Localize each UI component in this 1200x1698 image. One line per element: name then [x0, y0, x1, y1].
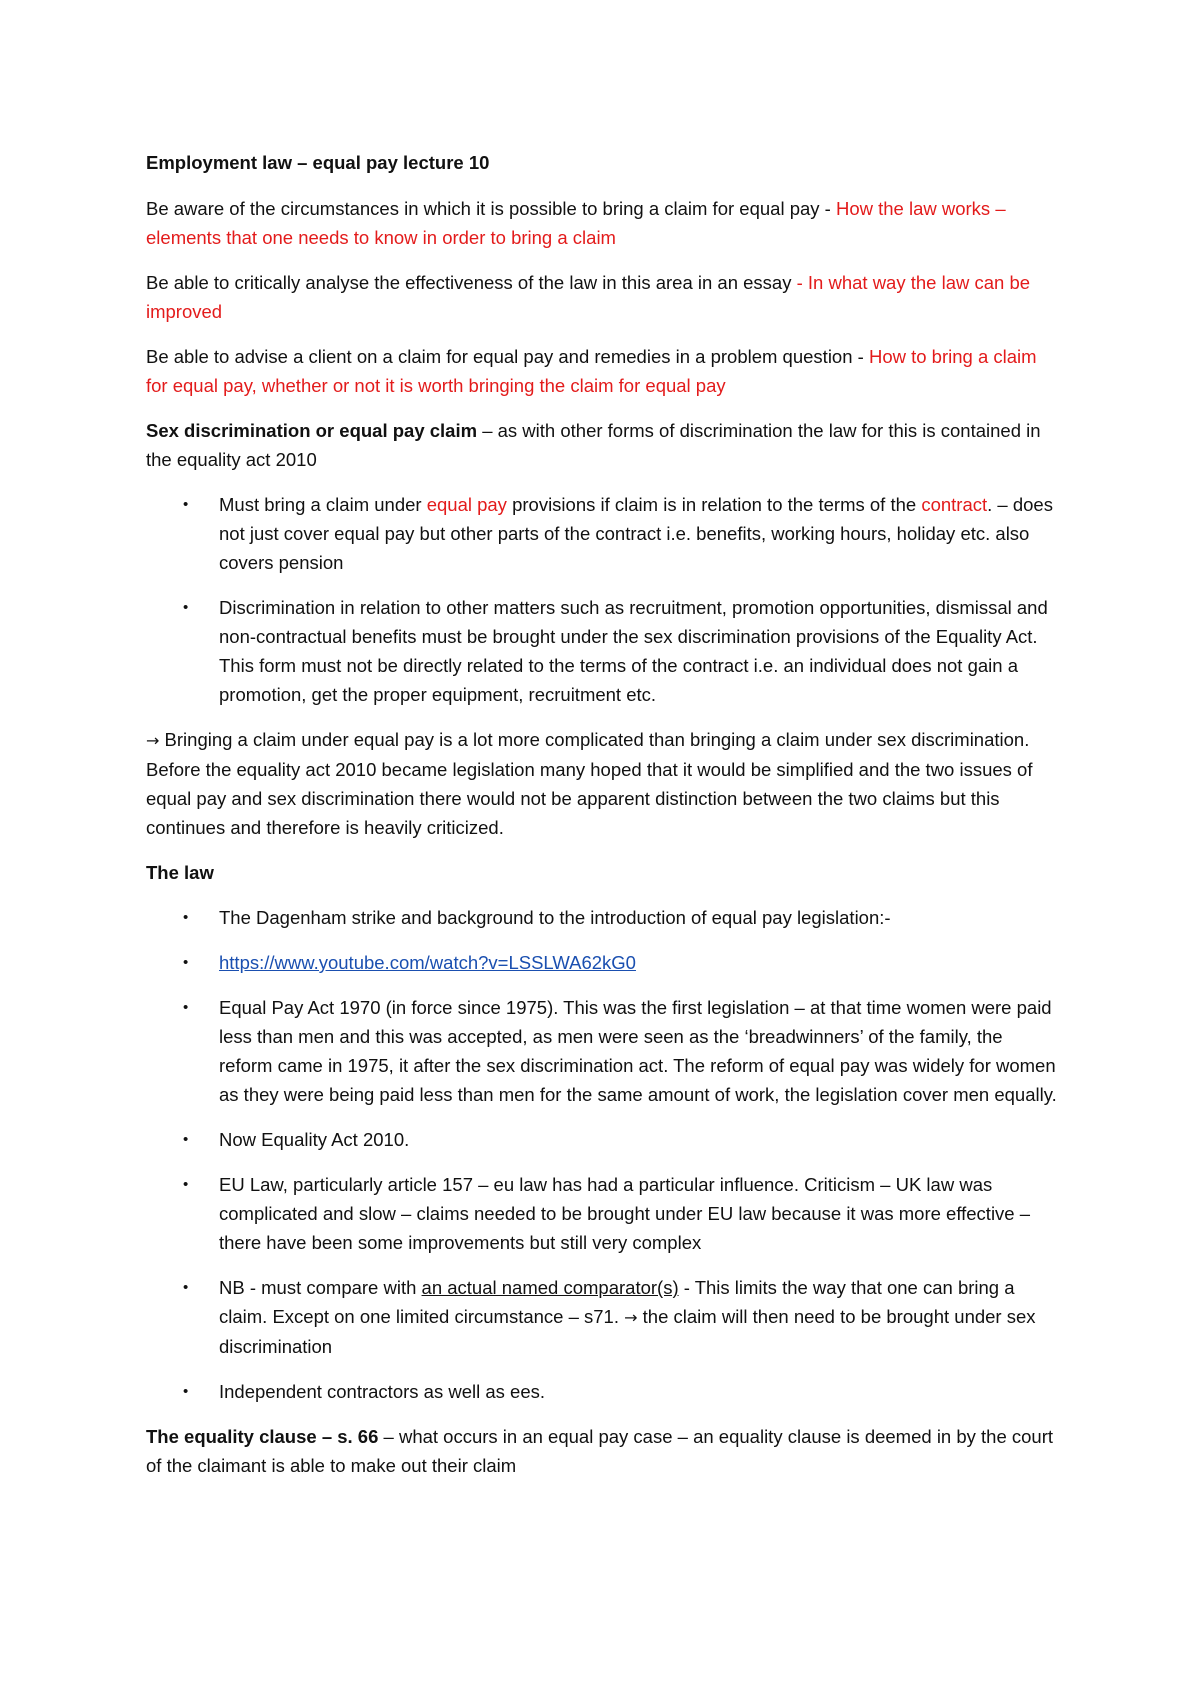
- list-item: [146, 1273, 1060, 1361]
- bullet-icon: •: [183, 909, 189, 926]
- bullet-text: The Dagenham strike and background to the introduction of equal pay legislation:-: [219, 907, 891, 928]
- sex-discrimination-paragraph: [146, 416, 1060, 474]
- aim-text-3: Be able to advise a client on a claim for equal pay and remedies in a problem question -: [146, 346, 869, 367]
- bullet-text: the claim will then need to be brought under sex discrimination: [219, 1306, 1036, 1357]
- bullet-icon: •: [183, 496, 189, 513]
- list-item: [146, 1377, 1060, 1406]
- youtube-link[interactable]: https://www.youtube.com/watch?v=LSSLWA62kG0: [219, 952, 636, 973]
- equality-clause-paragraph: [146, 1422, 1060, 1480]
- bullet-icon: •: [183, 1383, 189, 1400]
- sex-discrimination-heading: Sex discrimination or equal pay claim: [146, 420, 478, 441]
- bullet-text: NB - must compare with: [219, 1277, 422, 1298]
- bullet-text: Equal Pay Act 1970 (in force since 1975). This was the first legislation – at that time women were paid less than men and this was accepted, as men were seen as the ‘breadwinners’ of the family, the reform came in 1975, it after the sex discrimination act. The reform of equal pay was widely for women as they were being paid less than men for the same amount of work, the legislation cover men equally.: [219, 997, 1057, 1105]
- bullet-text: - This limits the way that one can bring a claim. Except on one limited circumstance – s71.: [219, 1277, 1015, 1327]
- bullet-icon: •: [183, 999, 189, 1016]
- list-item: [146, 948, 1060, 977]
- bullet-text: Now Equality Act 2010.: [219, 1129, 410, 1150]
- equality-clause-heading: The equality clause – s. 66: [146, 1426, 379, 1447]
- aim-paragraph-1: [146, 194, 1060, 252]
- list-item: [146, 903, 1060, 932]
- list-item: [146, 593, 1060, 709]
- aim-note-1: How the law works – elements that one needs to know in order to bring a claim: [146, 198, 1006, 248]
- bullet-icon: •: [183, 1176, 189, 1193]
- bullet-icon: •: [183, 954, 189, 971]
- bullet-text: EU Law, particularly article 157 – eu law has had a particular influence. Criticism – UK law was complicated and slow – claims needed to be brought under EU law because it was more effective – there have been some improvements but still very complex: [219, 1174, 1031, 1253]
- bullet-icon: •: [183, 599, 189, 616]
- list-item: [146, 490, 1060, 577]
- list-item: [146, 993, 1060, 1109]
- bullet-text: Independent contractors as well as ees.: [219, 1381, 545, 1402]
- bullet-text: . – does not just cover equal pay but other parts of the contract i.e. benefits, working hours, holiday etc. also covers pension: [219, 494, 1053, 573]
- equality-clause-text: – what occurs in an equal pay case – an equality clause is deemed in by the court of the claimant is able to make out their claim: [146, 1426, 1054, 1476]
- aim-note-2: - In what way the law can be improved: [146, 272, 1031, 322]
- bullet-text: Must bring a claim under: [219, 494, 427, 515]
- highlight-contract: contract: [921, 494, 988, 515]
- bullet-icon: •: [183, 1279, 189, 1296]
- aim-paragraph-2: [146, 268, 1060, 326]
- aim-text-1: Be aware of the circumstances in which it is possible to bring a claim for equal pay -: [146, 198, 836, 219]
- bullet-text: provisions if claim is in relation to the terms of the: [506, 494, 922, 515]
- arrow-right-icon: →: [624, 1308, 638, 1327]
- aim-text-2: Be able to critically analyse the effectiveness of the law in this area in an essay: [146, 272, 797, 293]
- highlight-equal-pay: equal pay: [426, 494, 507, 515]
- sex-discrimination-text: – as with other forms of discrimination the law for this is contained in the equality act 2010: [146, 420, 1041, 470]
- the-law-heading: The law: [146, 862, 214, 883]
- arrow-right-icon: →: [146, 731, 160, 750]
- underlined-comparator: an actual named comparator(s): [421, 1277, 679, 1298]
- aim-note-3: How to bring a claim for equal pay, whether or not it is worth bringing the claim for equal pay: [146, 346, 1037, 396]
- sex-discrimination-bullets: [146, 490, 1060, 709]
- bullet-text: Discrimination in relation to other matters such as recruitment, promotion opportunities, dismissal and non-contractual benefits must be brought under the sex discrimination provisions of the Equality Act. This form must not be directly related to the terms of the contract i.e. an individual does not gain a promotion, get the proper equipment, recruitment etc.: [219, 597, 1048, 705]
- arrow-paragraph: [146, 725, 1060, 842]
- aim-paragraph-3: [146, 342, 1060, 400]
- arrow-paragraph-text: Bringing a claim under equal pay is a lot more complicated than bringing a claim under sex discrimination. Before the equality act 2010 became legislation many hoped that it would be simplified and the two issues of equal pay and sex discrimination there would not be apparent distinction between the two claims but this continues and therefore is heavily criticized.: [146, 729, 1033, 838]
- list-item: [146, 1125, 1060, 1154]
- list-item: [146, 1170, 1060, 1257]
- document-title: Employment law – equal pay lecture 10: [146, 152, 490, 173]
- law-bullets: [146, 903, 1060, 1406]
- bullet-icon: •: [183, 1131, 189, 1148]
